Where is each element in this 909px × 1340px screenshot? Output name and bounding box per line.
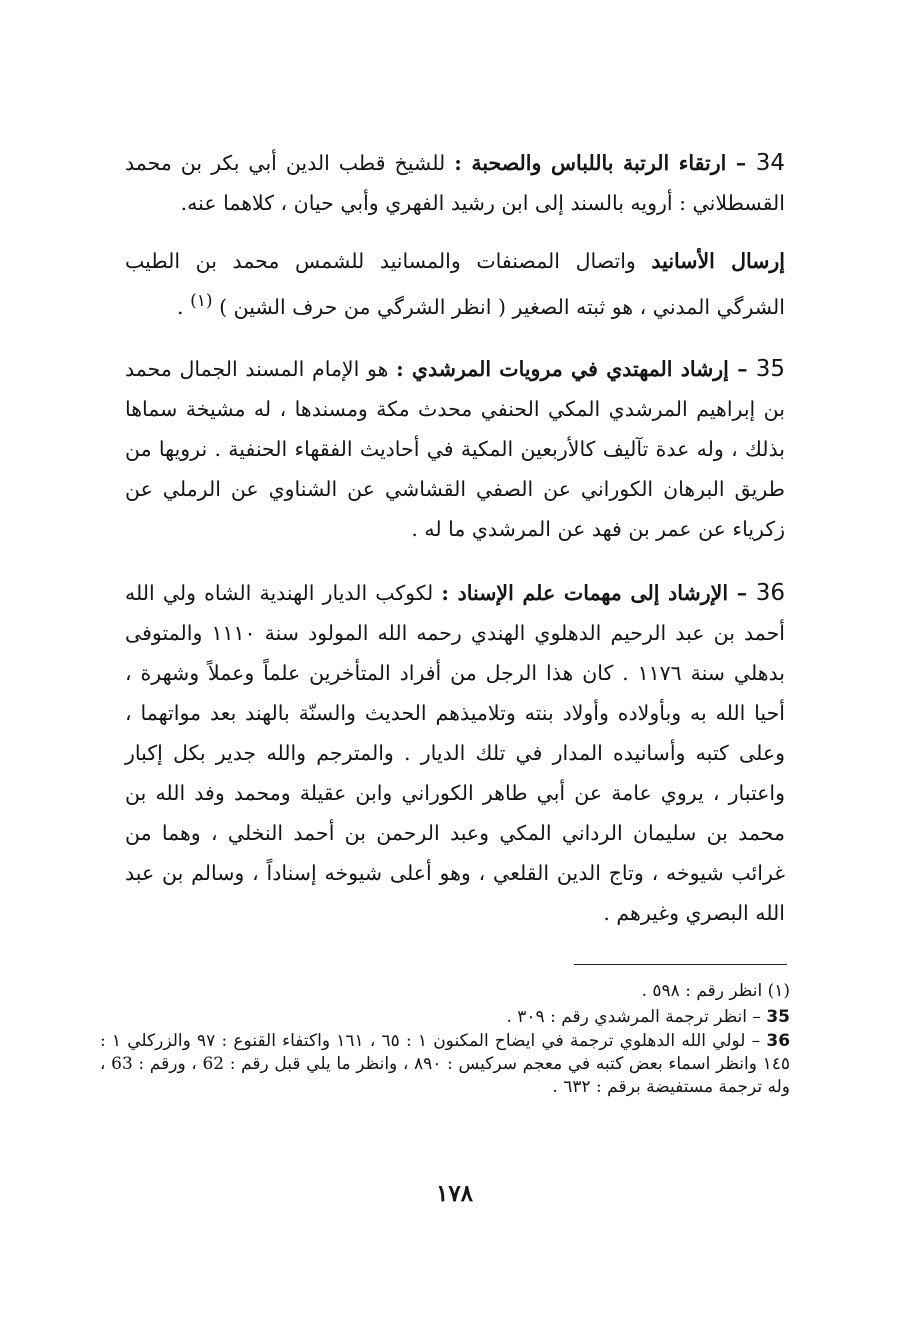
footnote-mark: (١) <box>767 981 790 1001</box>
footnote-dash: – <box>751 1031 761 1051</box>
entry-title: ارتقاء الرتبة باللباس والصحبة : <box>454 151 727 175</box>
entry-tail: . <box>177 294 184 319</box>
entry-title: إرسال الأسانيد <box>651 249 785 273</box>
entry-title: إرشاد المهتدي في مرويات المرشدي : <box>396 357 729 381</box>
page-number: ١٧٨ <box>435 1180 474 1207</box>
footnote-mark: 35 <box>766 1007 790 1027</box>
footnote-text: انظر ترجمة المرشدي رقم : ٣٠٩ . <box>506 1007 748 1027</box>
entry-35 <box>125 349 785 549</box>
entry-34 <box>125 143 785 223</box>
footnote-36 <box>100 1030 790 1099</box>
entry-text: لكوكب الديار الهندية الشاه ولي الله أحمد بن عبد الرحيم الدهلوي الهندي رحمه الله المولود سنة ١١١٠ والمتوفى بدهلي سنة ١١٧٦ . كان هذا الرجل من أفراد المتأخرين علماً وعملاً وشهرة ، أحيا الله به وبأولاده وأولاد بنته وتلاميذهم الحديث والسنّة بالهند بعد مواتهما ، وعلى كتبه وأسانيده المدار في تلك الديار . والمترجم والله جدير بكل إكبار واعتبار ، يروي عامة عن أبي طاهر الكوراني وابن عقيلة ومحمد وفد الله بن محمد بن سليمان الرداني المكي وعبد الرحمن بن أحمد النخلي ، وهما من غرائب شيوخه ، وتاج الدين القلعي ، وهو أعلى شيوخه إسناداً ، وسالم بن عبد الله البصري وغيرهم . <box>125 581 786 925</box>
footnote-text: انظر رقم : ٥٩٨ . <box>641 981 763 1001</box>
entry-dash: – <box>736 581 747 605</box>
entry-36 <box>125 573 785 933</box>
footnote-ref: (١) <box>190 291 213 311</box>
entry-number: 35 <box>755 356 786 382</box>
footnote-text: لولي الله الدهلوي ترجمة في ايضاح المكنون ١ : ٦٥ ، ١٦١ واكتفاء القنوع : ٩٧ والزركلي ١ : ١٤٥ وانظر اسماء بعض كتبه في معجم سركيس : ٨٩٠ ، وانظر ما يلي قبل رقم : 62 ، ورقم : 63 ، وله ترجمة مستفيضة برقم : ٦٣٢ . <box>100 1031 790 1097</box>
entry-irsal-al-asanid <box>125 241 785 327</box>
footnote-35 <box>100 1004 790 1030</box>
entry-text: هو الإمام المسند الجمال محمد بن إبراهيم المرشدي المكي الحنفي محدث مكة ومسندها ، له مشيخة سماها بذلك ، وله عدة تآليف كالأربعين المكية في أحاديث الفقهاء الحنفية . نرويها من طريق البرهان الكوراني عن الصفي القشاشي عن الشناوي عن الرملي عن زكرياء عن عمر بن فهد عن المرشدي ما له . <box>125 357 785 541</box>
footnotes <box>100 978 790 1099</box>
entry-text: للشيخ قطب الدين أبي بكر بن محمد القسطلاني : أرويه بالسند إلى ابن رشيد الفهري وأبي حيان ، كلاهما عنه. <box>125 151 785 215</box>
entry-title: الإرشاد إلى مهمات علم الإسناد : <box>441 581 729 605</box>
footnote-dash: – <box>752 1007 761 1027</box>
entry-dash: – <box>735 151 747 175</box>
entry-dash: – <box>737 357 748 381</box>
entry-number: 36 <box>755 580 785 606</box>
footnote-mark: 36 <box>766 1031 791 1051</box>
entry-text: واتصال المصنفات والمسانيد للشمس محمد بن الطيب الشرگي المدني ، هو ثبته الصغير ( انظر الشرگي من حرف الشين ) <box>125 249 785 319</box>
entry-number: 34 <box>755 150 786 176</box>
footnote-1 <box>100 978 790 1004</box>
footnote-divider <box>574 964 787 965</box>
